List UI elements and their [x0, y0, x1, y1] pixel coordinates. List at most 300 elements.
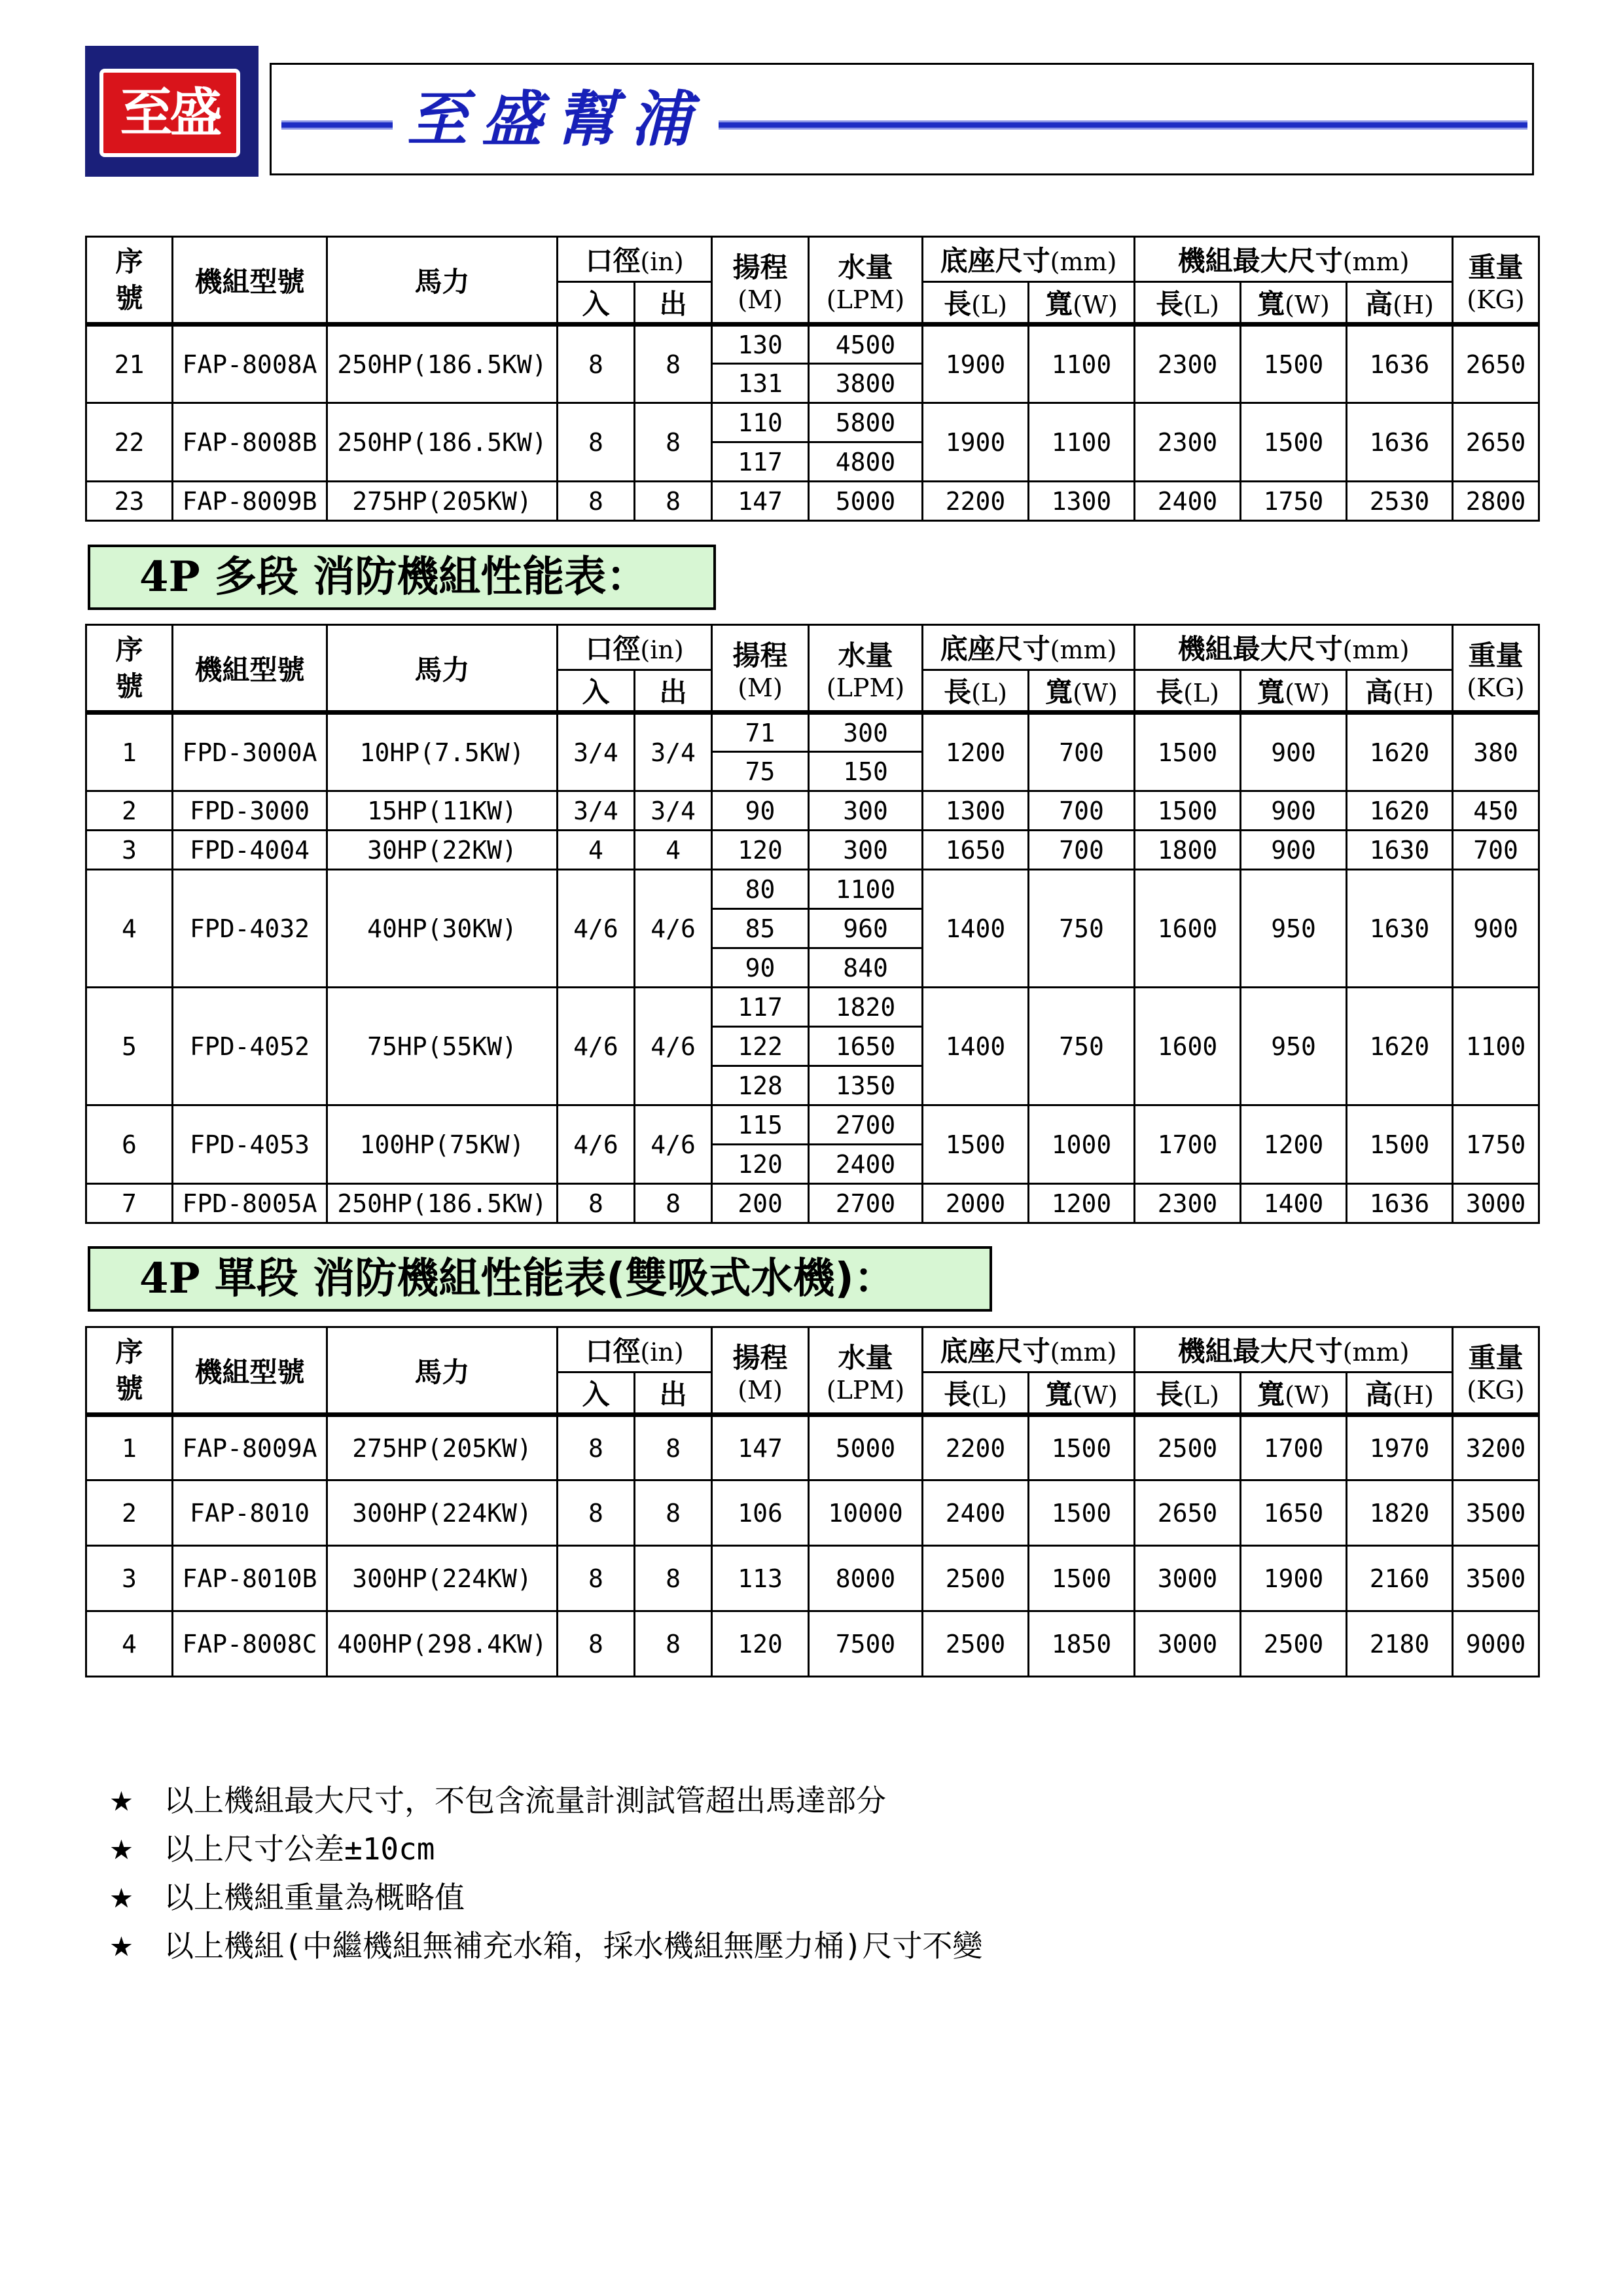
- cell-no: 23: [86, 482, 173, 521]
- cell-power: 10HP(7.5KW): [327, 713, 558, 791]
- cell-inlet: 8: [558, 1184, 635, 1223]
- star-icon: ★: [110, 1824, 133, 1869]
- col-base-length-label: 長: [944, 288, 972, 320]
- col-no-text: 序號: [115, 633, 143, 702]
- col-inlet-text: 入: [582, 288, 610, 320]
- cell-inlet: 4/6: [558, 988, 635, 1105]
- table-row: [86, 1546, 1539, 1611]
- col-base: [923, 625, 1135, 670]
- cell-base-length: 1400: [923, 988, 1029, 1105]
- col-base-width: [1029, 282, 1135, 325]
- cell-head: 200: [712, 1184, 809, 1223]
- cell-weight: 3200: [1453, 1415, 1539, 1480]
- cell-power: 275HP(205KW): [327, 482, 558, 521]
- cell-max-height: 1630: [1347, 831, 1453, 870]
- title-rule-left: [281, 120, 393, 130]
- col-max-width-unit: (W): [1285, 291, 1330, 319]
- cell-head: 122: [712, 1027, 809, 1066]
- cell-weight: 700: [1453, 831, 1539, 870]
- cell-model: FAP-8008A: [173, 325, 327, 403]
- cell-max-length: 3000: [1135, 1546, 1241, 1611]
- cell-no: 4: [86, 870, 173, 988]
- col-model: [173, 237, 327, 325]
- cell-max-length: 1700: [1135, 1105, 1241, 1184]
- col-max-length-unit: (L): [1183, 1381, 1219, 1410]
- col-max-label: 機組最大尺寸: [1177, 633, 1343, 665]
- cell-base-length: 2200: [923, 1415, 1029, 1480]
- cell-head: 117: [712, 442, 809, 482]
- col-flow-unit: (LPM): [826, 673, 905, 702]
- cell-inlet: 8: [558, 1546, 635, 1611]
- cell-max-length: 1500: [1135, 791, 1241, 831]
- cell-flow: 300: [809, 791, 923, 831]
- col-max-length: [1135, 282, 1241, 325]
- col-base: [923, 1327, 1135, 1372]
- cell-max-height: 1636: [1347, 325, 1453, 403]
- col-max-height-label: 高: [1365, 1378, 1393, 1410]
- col-base-length-unit: (L): [971, 679, 1007, 708]
- cell-max-length: 2300: [1135, 403, 1241, 482]
- note-text: 以上機組(中繼機組無補充水箱，採水機組無壓力桶)尺寸不變: [164, 1928, 983, 1964]
- cell-head: 90: [712, 948, 809, 988]
- cell-max-height: 2180: [1347, 1611, 1453, 1677]
- cell-base-width: 700: [1029, 791, 1135, 831]
- col-no: [86, 625, 173, 713]
- col-weight: [1453, 237, 1539, 325]
- cell-inlet: 8: [558, 1480, 635, 1546]
- cell-weight: 2650: [1453, 325, 1539, 403]
- cell-flow: 1820: [809, 988, 923, 1027]
- cell-head: 90: [712, 791, 809, 831]
- cell-outlet: 4/6: [635, 870, 712, 988]
- cell-max-length: 1600: [1135, 870, 1241, 988]
- page-title: 至盛幫浦: [407, 84, 706, 154]
- cell-outlet: 8: [635, 1415, 712, 1480]
- cell-max-height: 2160: [1347, 1546, 1453, 1611]
- cell-outlet: 8: [635, 1480, 712, 1546]
- star-icon: ★: [110, 1873, 133, 1917]
- col-port-label: 口徑: [585, 245, 641, 277]
- cell-head: 147: [712, 482, 809, 521]
- col-flow-unit: (LPM): [826, 1375, 905, 1405]
- cell-max-width: 1750: [1241, 482, 1347, 521]
- table-row: [86, 1184, 1539, 1223]
- col-max-length: [1135, 670, 1241, 713]
- col-max-length-label: 長: [1156, 1378, 1184, 1410]
- col-max-label: 機組最大尺寸: [1177, 245, 1343, 277]
- cell-base-width: 700: [1029, 713, 1135, 791]
- cell-power: 40HP(30KW): [327, 870, 558, 988]
- cell-weight: 9000: [1453, 1611, 1539, 1677]
- col-model: [173, 1327, 327, 1415]
- cell-model: FPD-3000: [173, 791, 327, 831]
- cell-power: 300HP(224KW): [327, 1480, 558, 1546]
- cell-inlet: 8: [558, 1611, 635, 1677]
- cell-outlet: 4/6: [635, 988, 712, 1105]
- cell-max-width: 1500: [1241, 325, 1347, 403]
- cell-outlet: 8: [635, 1611, 712, 1677]
- table-row: [86, 325, 1539, 364]
- col-max-height-label: 高: [1365, 676, 1393, 708]
- cell-outlet: 4/6: [635, 1105, 712, 1184]
- cell-inlet: 8: [558, 482, 635, 521]
- cell-power: 15HP(11KW): [327, 791, 558, 831]
- col-outlet: [635, 282, 712, 325]
- col-max-width-label: 寬: [1257, 288, 1285, 320]
- col-flow-label: 水量: [838, 639, 893, 672]
- col-max-length-unit: (L): [1183, 291, 1219, 319]
- cell-inlet: 3/4: [558, 713, 635, 791]
- cell-flow: 960: [809, 909, 923, 948]
- cell-weight: 2800: [1453, 482, 1539, 521]
- cell-max-length: 1600: [1135, 988, 1241, 1105]
- col-max: [1135, 625, 1453, 670]
- col-port-unit: (in): [640, 636, 684, 664]
- col-no-text: 序號: [115, 1335, 143, 1405]
- star-icon: ★: [110, 1921, 133, 1965]
- col-head-label: 揚程: [732, 639, 788, 672]
- cell-base-width: 1100: [1029, 325, 1135, 403]
- col-max-unit: (mm): [1342, 1338, 1410, 1367]
- cell-max-length: 3000: [1135, 1611, 1241, 1677]
- cell-base-length: 2400: [923, 1480, 1029, 1546]
- cell-model: FPD-4052: [173, 988, 327, 1105]
- col-max-width: [1241, 670, 1347, 713]
- col-base-width-label: 寬: [1045, 288, 1073, 320]
- col-weight-label: 重量: [1468, 251, 1524, 283]
- col-max-length-label: 長: [1156, 288, 1184, 320]
- cell-head: 113: [712, 1546, 809, 1611]
- col-base-width-unit: (W): [1073, 1381, 1118, 1410]
- cell-max-height: 1500: [1347, 1105, 1453, 1184]
- cell-max-width: 1200: [1241, 1105, 1347, 1184]
- cell-head: 128: [712, 1066, 809, 1105]
- col-power-text: 馬力: [414, 265, 470, 298]
- col-model: [173, 625, 327, 713]
- col-base-unit: (mm): [1050, 636, 1117, 664]
- cell-head: 147: [712, 1415, 809, 1480]
- cell-head: 130: [712, 325, 809, 364]
- col-max-width: [1241, 282, 1347, 325]
- cell-weight: 3500: [1453, 1480, 1539, 1546]
- cell-weight: 1750: [1453, 1105, 1539, 1184]
- col-max-height-unit: (H): [1393, 679, 1434, 708]
- cell-power: 275HP(205KW): [327, 1415, 558, 1480]
- cell-max-width: 900: [1241, 831, 1347, 870]
- col-base-width-unit: (W): [1073, 679, 1118, 708]
- cell-max-width: 2500: [1241, 1611, 1347, 1677]
- col-outlet-text: 出: [659, 1378, 687, 1410]
- cell-base-length: 2200: [923, 482, 1029, 521]
- col-outlet-text: 出: [659, 676, 687, 708]
- cell-max-height: 2530: [1347, 482, 1453, 521]
- col-head-unit: (M): [738, 285, 783, 314]
- logo-text: 至盛: [99, 69, 240, 157]
- section-title: 多段 消防機組性能表：: [200, 553, 649, 601]
- cell-max-height: 1620: [1347, 713, 1453, 791]
- cell-max-height: 1970: [1347, 1415, 1453, 1480]
- cell-no: 4: [86, 1611, 173, 1677]
- cell-flow: 150: [809, 752, 923, 791]
- cell-max-width: 950: [1241, 870, 1347, 988]
- cell-base-length: 1200: [923, 713, 1029, 791]
- col-power: [327, 1327, 558, 1415]
- cell-max-width: 900: [1241, 713, 1347, 791]
- col-max-height: [1347, 282, 1453, 325]
- cell-no: 3: [86, 831, 173, 870]
- col-base-length-label: 長: [944, 1378, 972, 1410]
- col-base-label: 底座尺寸: [940, 245, 1050, 277]
- cell-base-length: 1900: [923, 325, 1029, 403]
- cell-model: FPD-4004: [173, 831, 327, 870]
- table-row: [86, 831, 1539, 870]
- cell-max-length: 2500: [1135, 1415, 1241, 1480]
- col-base-unit: (mm): [1050, 247, 1117, 276]
- cell-inlet: 3/4: [558, 791, 635, 831]
- col-flow: [809, 625, 923, 713]
- cell-flow: 8000: [809, 1546, 923, 1611]
- cell-outlet: 8: [635, 1184, 712, 1223]
- col-no-text: 序號: [115, 245, 143, 314]
- cell-base-length: 1900: [923, 403, 1029, 482]
- col-base-label: 底座尺寸: [940, 633, 1050, 665]
- col-flow: [809, 237, 923, 325]
- cell-max-height: 1636: [1347, 403, 1453, 482]
- col-flow-label: 水量: [838, 251, 893, 283]
- cell-max-length: 1800: [1135, 831, 1241, 870]
- col-inlet: [558, 282, 635, 325]
- cell-flow: 2700: [809, 1105, 923, 1145]
- col-power: [327, 625, 558, 713]
- col-head: [712, 237, 809, 325]
- col-base-length: [923, 1372, 1029, 1415]
- section-title: 單段 消防機組性能表(雙吸式水機)：: [200, 1255, 896, 1303]
- cell-max-width: 1900: [1241, 1546, 1347, 1611]
- cell-power: 400HP(298.4KW): [327, 1611, 558, 1677]
- cell-max-length: 2400: [1135, 482, 1241, 521]
- col-max-width-unit: (W): [1285, 679, 1330, 708]
- cell-no: 7: [86, 1184, 173, 1223]
- cell-weight: 1100: [1453, 988, 1539, 1105]
- col-port: [558, 625, 712, 670]
- col-max-height: [1347, 1372, 1453, 1415]
- spec-table-1: [85, 236, 1540, 522]
- cell-head: 131: [712, 364, 809, 403]
- cell-flow: 2400: [809, 1145, 923, 1184]
- spec-table-multistage: [85, 624, 1540, 1224]
- cell-weight: 900: [1453, 870, 1539, 988]
- cell-model: FPD-4053: [173, 1105, 327, 1184]
- cell-model: FAP-8010B: [173, 1546, 327, 1611]
- table-row: [86, 1105, 1539, 1145]
- cell-base-length: 2500: [923, 1546, 1029, 1611]
- col-weight-unit: (KG): [1467, 1375, 1525, 1405]
- cell-head: 80: [712, 870, 809, 909]
- cell-flow: 10000: [809, 1480, 923, 1546]
- col-flow-unit: (LPM): [826, 285, 905, 314]
- cell-max-width: 1400: [1241, 1184, 1347, 1223]
- col-max-width: [1241, 1372, 1347, 1415]
- col-weight: [1453, 1327, 1539, 1415]
- cell-base-length: 1300: [923, 791, 1029, 831]
- col-max-height-unit: (H): [1393, 291, 1434, 319]
- col-outlet: [635, 1372, 712, 1415]
- header-row: [86, 625, 1539, 670]
- cell-model: FAP-8009B: [173, 482, 327, 521]
- col-max-width-label: 寬: [1257, 1378, 1285, 1410]
- cell-power: 30HP(22KW): [327, 831, 558, 870]
- col-max-length-unit: (L): [1183, 679, 1219, 708]
- col-max-label: 機組最大尺寸: [1177, 1335, 1343, 1367]
- col-power-text: 馬力: [414, 653, 470, 686]
- notes-list: [110, 1774, 982, 1967]
- section-prefix: 4P: [139, 1254, 200, 1303]
- col-base-width-label: 寬: [1045, 1378, 1073, 1410]
- cell-base-length: 1400: [923, 870, 1029, 988]
- cell-model: FPD-3000A: [173, 713, 327, 791]
- col-base-length: [923, 670, 1029, 713]
- cell-outlet: 3/4: [635, 791, 712, 831]
- cell-outlet: 8: [635, 325, 712, 403]
- cell-max-height: 1620: [1347, 791, 1453, 831]
- cell-inlet: 4/6: [558, 1105, 635, 1184]
- col-flow-label: 水量: [838, 1341, 893, 1374]
- section-heading-multistage: [88, 545, 716, 610]
- cell-max-width: 1700: [1241, 1415, 1347, 1480]
- col-head-label: 揚程: [732, 251, 788, 283]
- cell-weight: 450: [1453, 791, 1539, 831]
- cell-head: 110: [712, 403, 809, 442]
- col-max-length: [1135, 1372, 1241, 1415]
- col-head-label: 揚程: [732, 1341, 788, 1374]
- note-item: [110, 1919, 982, 1967]
- cell-outlet: 3/4: [635, 713, 712, 791]
- col-base-width-label: 寬: [1045, 676, 1073, 708]
- col-base-length: [923, 282, 1029, 325]
- cell-flow: 1650: [809, 1027, 923, 1066]
- col-max-width-label: 寬: [1257, 676, 1285, 708]
- cell-inlet: 8: [558, 1415, 635, 1480]
- cell-model: FAP-8010: [173, 1480, 327, 1546]
- title-rule-right: [719, 120, 1527, 130]
- cell-outlet: 4: [635, 831, 712, 870]
- cell-no: 21: [86, 325, 173, 403]
- cell-flow: 300: [809, 713, 923, 752]
- note-item: [110, 1822, 982, 1871]
- cell-base-length: 2500: [923, 1611, 1029, 1677]
- table-row: [86, 988, 1539, 1027]
- cell-power: 250HP(186.5KW): [327, 325, 558, 403]
- cell-no: 1: [86, 1415, 173, 1480]
- cell-base-length: 2000: [923, 1184, 1029, 1223]
- cell-head: 71: [712, 713, 809, 752]
- col-head-unit: (M): [738, 673, 783, 702]
- col-head-unit: (M): [738, 1375, 783, 1405]
- cell-base-width: 1500: [1029, 1546, 1135, 1611]
- cell-max-width: 1650: [1241, 1480, 1347, 1546]
- cell-model: FAP-8009A: [173, 1415, 327, 1480]
- cell-base-width: 1850: [1029, 1611, 1135, 1677]
- col-base-length-label: 長: [944, 676, 972, 708]
- cell-max-length: 2650: [1135, 1480, 1241, 1546]
- col-max-length-label: 長: [1156, 676, 1184, 708]
- cell-head: 120: [712, 1145, 809, 1184]
- note-item: [110, 1871, 982, 1919]
- col-weight-label: 重量: [1468, 1341, 1524, 1374]
- cell-flow: 2700: [809, 1184, 923, 1223]
- cell-head: 115: [712, 1105, 809, 1145]
- col-model-text: 機組型號: [194, 265, 305, 298]
- cell-max-width: 900: [1241, 791, 1347, 831]
- col-port-label: 口徑: [585, 633, 641, 665]
- col-inlet-text: 入: [582, 1378, 610, 1410]
- col-max-unit: (mm): [1342, 636, 1410, 664]
- cell-power: 100HP(75KW): [327, 1105, 558, 1184]
- col-max: [1135, 237, 1453, 282]
- cell-no: 2: [86, 1480, 173, 1546]
- col-port: [558, 237, 712, 282]
- cell-base-width: 1500: [1029, 1480, 1135, 1546]
- cell-weight: 2650: [1453, 403, 1539, 482]
- cell-weight: 380: [1453, 713, 1539, 791]
- header-row: [86, 1327, 1539, 1372]
- cell-inlet: 8: [558, 325, 635, 403]
- cell-flow: 4800: [809, 442, 923, 482]
- col-base-width: [1029, 670, 1135, 713]
- cell-flow: 840: [809, 948, 923, 988]
- col-port-label: 口徑: [585, 1335, 641, 1367]
- cell-flow: 5000: [809, 482, 923, 521]
- cell-weight: 3000: [1453, 1184, 1539, 1223]
- cell-max-height: 1620: [1347, 988, 1453, 1105]
- cell-base-width: 1200: [1029, 1184, 1135, 1223]
- cell-model: FPD-4032: [173, 870, 327, 988]
- cell-power: 250HP(186.5KW): [327, 403, 558, 482]
- col-max-height-label: 高: [1365, 288, 1393, 320]
- cell-inlet: 4/6: [558, 870, 635, 988]
- cell-max-width: 950: [1241, 988, 1347, 1105]
- col-max-unit: (mm): [1342, 247, 1410, 276]
- cell-model: FPD-8005A: [173, 1184, 327, 1223]
- cell-max-height: 1636: [1347, 1184, 1453, 1223]
- col-max-width-unit: (W): [1285, 1381, 1330, 1410]
- cell-base-width: 1300: [1029, 482, 1135, 521]
- cell-max-height: 1820: [1347, 1480, 1453, 1546]
- col-weight-unit: (KG): [1467, 673, 1525, 702]
- cell-max-length: 1500: [1135, 713, 1241, 791]
- cell-power: 250HP(186.5KW): [327, 1184, 558, 1223]
- col-inlet-text: 入: [582, 676, 610, 708]
- cell-model: FAP-8008B: [173, 403, 327, 482]
- col-model-text: 機組型號: [194, 1355, 305, 1388]
- col-port: [558, 1327, 712, 1372]
- cell-head: 85: [712, 909, 809, 948]
- col-inlet: [558, 670, 635, 713]
- col-power-text: 馬力: [414, 1355, 470, 1388]
- cell-no: 6: [86, 1105, 173, 1184]
- cell-base-width: 750: [1029, 870, 1135, 988]
- cell-base-width: 700: [1029, 831, 1135, 870]
- note-text: 以上機組重量為概略值: [164, 1880, 465, 1915]
- spec-table-singlestage: [85, 1326, 1540, 1677]
- col-power: [327, 237, 558, 325]
- cell-flow: 1350: [809, 1066, 923, 1105]
- table-row: [86, 1611, 1539, 1677]
- table-row: [86, 403, 1539, 442]
- col-weight: [1453, 625, 1539, 713]
- cell-base-length: 1650: [923, 831, 1029, 870]
- col-base-width: [1029, 1372, 1135, 1415]
